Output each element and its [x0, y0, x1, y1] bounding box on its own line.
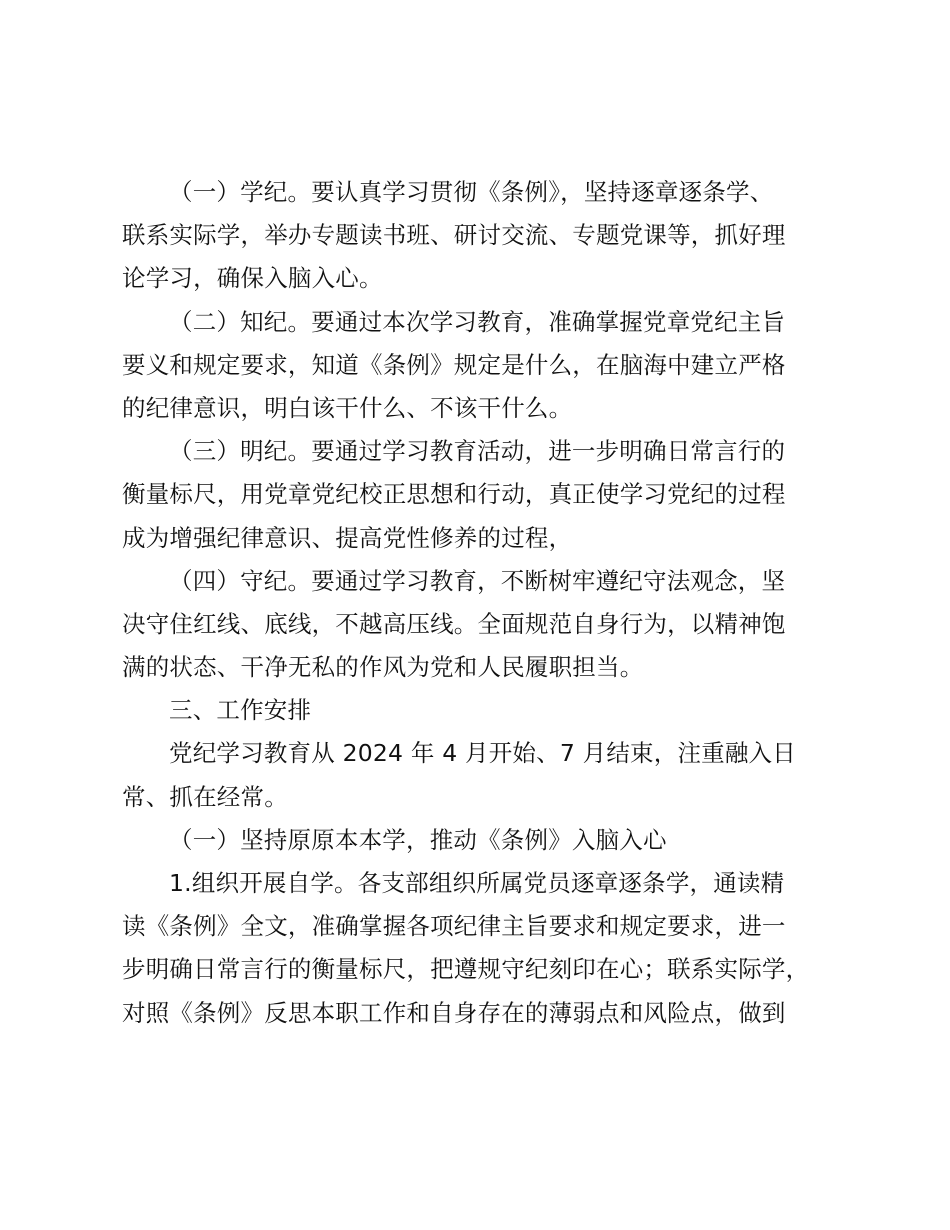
- text-line: 1.组织开展自学。各支部组织所属党员逐章逐条学，通读精: [169, 869, 785, 897]
- paragraph-self-study: [122, 862, 822, 1035]
- text-line: 衡量标尺，用党章党纪校正思想和行动，真正使学习党纪的过程: [122, 480, 786, 509]
- text-line: 论学习，确保入脑入心。: [122, 264, 383, 293]
- heading-line: 三、工作安排: [169, 696, 312, 725]
- paragraph-mingji: [122, 430, 822, 560]
- paragraph-schedule: [122, 732, 822, 818]
- paragraph-xueji: [122, 171, 822, 301]
- text-line: 常、抓在经常。: [122, 782, 288, 811]
- heading-line: （一）坚持原原本本学，推动《条例》入脑入心: [169, 825, 667, 854]
- text-line: 步明确日常言行的衡量标尺，把遵规守纪刻印在心；联系实际学，: [122, 955, 810, 984]
- text-line: 满的状态、干净无私的作风为党和人民履职担当。: [122, 653, 644, 682]
- text-line: （一）学纪。要认真学习贯彻《条例》，坚持逐章逐条学、: [169, 178, 774, 206]
- text-line: （二）知纪。要通过本次学习教育，准确掌握党章党纪主旨: [169, 307, 786, 336]
- text-line: 要义和规定要求，知道《条例》规定是什么，在脑海中建立严格: [122, 350, 786, 379]
- text-line: 决守住红线、底线，不越高压线。全面规范自身行为，以精神饱: [122, 609, 786, 638]
- text-line: （三）明纪。要通过学习教育活动，进一步明确日常言行的: [169, 437, 786, 466]
- text-line: 对照《条例》反思本职工作和自身存在的薄弱点和风险点，做到: [122, 998, 786, 1027]
- text-line: （四）守纪。要通过学习教育，不断树牢遵纪守法观念，坚: [169, 566, 786, 595]
- subheading-study-original: [122, 819, 822, 862]
- section-heading-work-arrangement: [122, 689, 822, 732]
- paragraph-shouji: [122, 560, 822, 690]
- text-line: 联系实际学，举办专题读书班、研讨交流、专题党课等，抓好理: [122, 221, 786, 250]
- text-line: 党纪学习教育从 2024 年 4 月开始、7 月结束，注重融入日: [169, 739, 796, 768]
- paragraph-zhiji: [122, 301, 822, 431]
- document-body: [122, 171, 822, 1035]
- text-line: 读《条例》全文，准确掌握各项纪律主旨要求和规定要求，进一: [122, 912, 786, 941]
- text-line: 成为增强纪律意识、提高党性修养的过程，: [122, 523, 573, 552]
- text-line: 的纪律意识，明白该干什么、不该干什么。: [122, 393, 573, 422]
